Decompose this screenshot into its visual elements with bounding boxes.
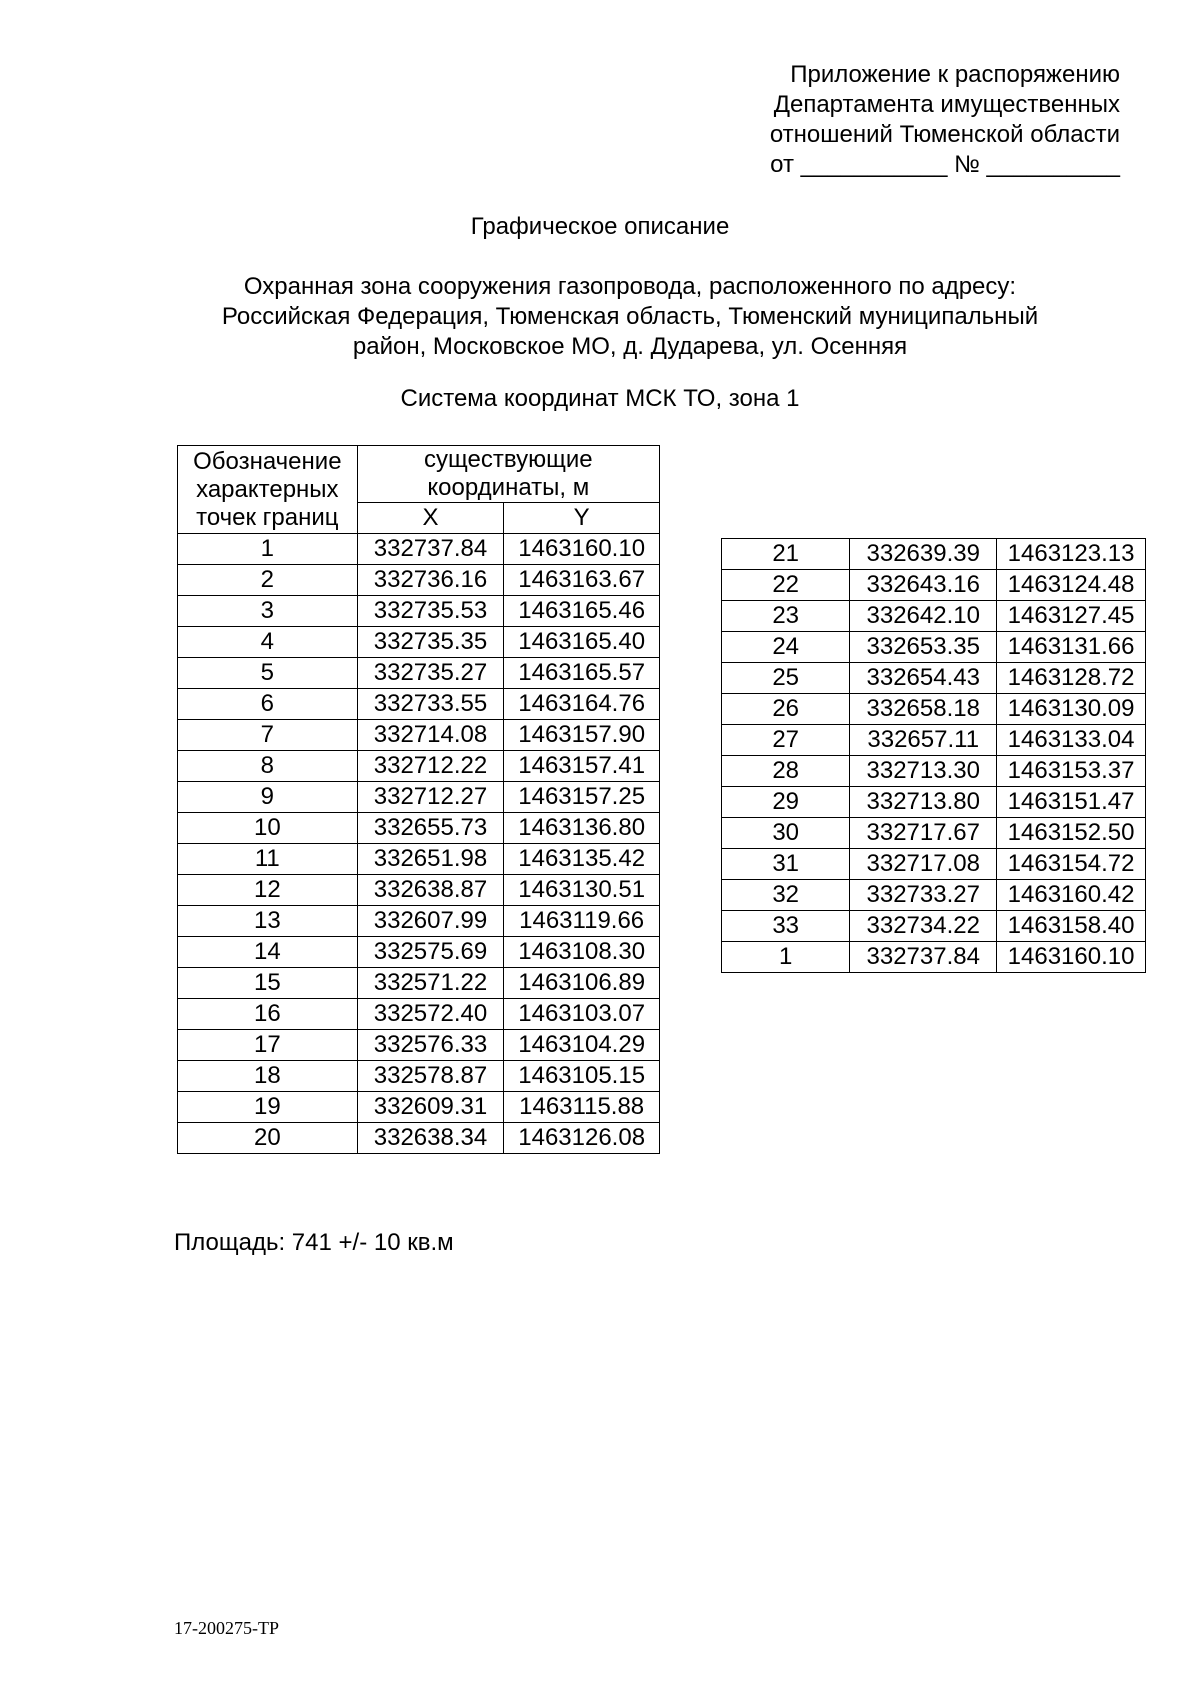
y-coordinate-cell: 1463165.46 <box>504 596 660 627</box>
point-number-cell: 18 <box>178 1061 358 1092</box>
point-number-cell: 10 <box>178 813 358 844</box>
x-coordinate-cell: 332737.84 <box>357 534 504 565</box>
y-coordinate-cell: 1463151.47 <box>997 787 1146 818</box>
x-coordinate-cell: 332642.10 <box>850 601 997 632</box>
y-coordinate-cell: 1463119.66 <box>504 906 660 937</box>
header-points-line-2: характерных <box>196 475 339 503</box>
x-coordinate-cell: 332735.35 <box>357 627 504 658</box>
table-row <box>722 880 1146 911</box>
table-row <box>178 813 660 844</box>
table-row <box>722 787 1146 818</box>
zone-line-3: район, Московское МО, д. Дударева, ул. Осенняя <box>352 333 908 360</box>
table-row <box>178 565 660 596</box>
y-coordinate-cell: 1463131.66 <box>997 632 1146 663</box>
x-coordinate-cell: 332714.08 <box>357 720 504 751</box>
coordinate-system: Система координат МСК ТО, зона 1 <box>400 385 800 412</box>
x-coordinate-cell: 332572.40 <box>357 999 504 1030</box>
table-row <box>722 539 1146 570</box>
x-coordinate-cell: 332713.80 <box>850 787 997 818</box>
x-coordinate-cell: 332638.34 <box>357 1123 504 1154</box>
y-coordinate-cell: 1463158.40 <box>997 911 1146 942</box>
y-coordinate-cell: 1463164.76 <box>504 689 660 720</box>
y-coordinate-cell: 1463157.25 <box>504 782 660 813</box>
table-row <box>178 937 660 968</box>
y-coordinate-cell: 1463124.48 <box>997 570 1146 601</box>
point-number-cell: 28 <box>722 756 850 787</box>
table-row <box>178 627 660 658</box>
x-coordinate-cell: 332655.73 <box>357 813 504 844</box>
x-coordinate-cell: 332737.84 <box>850 942 997 973</box>
y-coordinate-cell: 1463123.13 <box>997 539 1146 570</box>
y-coordinate-cell: 1463106.89 <box>504 968 660 999</box>
table-row <box>722 942 1146 973</box>
table-row <box>722 849 1146 880</box>
coordinates-table <box>177 445 660 1154</box>
table-row <box>722 756 1146 787</box>
y-coordinate-cell: 1463126.08 <box>504 1123 660 1154</box>
y-coordinate-cell: 1463163.67 <box>504 565 660 596</box>
x-coordinate-cell: 332657.11 <box>850 725 997 756</box>
coordinates-table-continued-body <box>722 539 1146 973</box>
y-coordinate-cell: 1463165.57 <box>504 658 660 689</box>
header-points-line-3: точек границ <box>196 503 339 531</box>
x-coordinate-cell: 332712.22 <box>357 751 504 782</box>
table-row <box>178 596 660 627</box>
x-coordinate-cell: 332575.69 <box>357 937 504 968</box>
point-number-cell: 6 <box>178 689 358 720</box>
table-row <box>178 1030 660 1061</box>
document-number: 17-200275-ТР <box>174 1618 279 1638</box>
x-coordinate-cell: 332717.67 <box>850 818 997 849</box>
header-points <box>178 446 358 534</box>
approval-header <box>770 60 1120 180</box>
y-coordinate-cell: 1463133.04 <box>997 725 1146 756</box>
point-number-cell: 30 <box>722 818 850 849</box>
table-row <box>178 906 660 937</box>
point-number-cell: 27 <box>722 725 850 756</box>
point-number-cell: 1 <box>178 534 358 565</box>
x-coordinate-cell: 332733.55 <box>357 689 504 720</box>
point-number-cell: 11 <box>178 844 358 875</box>
x-coordinate-cell: 332639.39 <box>850 539 997 570</box>
point-number-cell: 2 <box>178 565 358 596</box>
x-coordinate-cell: 332733.27 <box>850 880 997 911</box>
x-coordinate-cell: 332653.35 <box>850 632 997 663</box>
point-number-cell: 21 <box>722 539 850 570</box>
table-row <box>722 911 1146 942</box>
point-number-cell: 32 <box>722 880 850 911</box>
header-coordinates-line-1: существующие <box>424 446 593 473</box>
point-number-cell: 31 <box>722 849 850 880</box>
header-y: Y <box>504 503 660 534</box>
table-row <box>722 725 1146 756</box>
point-number-cell: 13 <box>178 906 358 937</box>
table-row <box>178 968 660 999</box>
point-number-cell: 1 <box>722 942 850 973</box>
y-coordinate-cell: 1463115.88 <box>504 1092 660 1123</box>
table-row <box>178 751 660 782</box>
point-number-cell: 20 <box>178 1123 358 1154</box>
x-coordinate-cell: 332736.16 <box>357 565 504 596</box>
point-number-cell: 3 <box>178 596 358 627</box>
y-coordinate-cell: 1463160.42 <box>997 880 1146 911</box>
point-number-cell: 22 <box>722 570 850 601</box>
point-number-cell: 16 <box>178 999 358 1030</box>
zone-line-2: Российская Федерация, Тюменская область, Тюменский муниципальный <box>221 303 1039 330</box>
table-row <box>178 1092 660 1123</box>
zone-line-1: Охранная зона сооружения газопровода, расположенного по адресу: <box>243 273 1017 300</box>
table-row <box>178 782 660 813</box>
y-coordinate-cell: 1463135.42 <box>504 844 660 875</box>
table-row <box>178 844 660 875</box>
table-row <box>178 720 660 751</box>
point-number-cell: 23 <box>722 601 850 632</box>
approval-line-2: Департамента имущественных <box>773 91 1120 118</box>
point-number-cell: 24 <box>722 632 850 663</box>
header-x: X <box>357 503 504 534</box>
x-coordinate-cell: 332578.87 <box>357 1061 504 1092</box>
point-number-cell: 12 <box>178 875 358 906</box>
zone-description <box>130 272 1130 362</box>
y-coordinate-cell: 1463160.10 <box>997 942 1146 973</box>
area-value: Площадь: 741 +/- 10 кв.м <box>174 1229 454 1256</box>
x-coordinate-cell: 332735.53 <box>357 596 504 627</box>
y-coordinate-cell: 1463152.50 <box>997 818 1146 849</box>
y-coordinate-cell: 1463104.29 <box>504 1030 660 1061</box>
y-coordinate-cell: 1463103.07 <box>504 999 660 1030</box>
x-coordinate-cell: 332735.27 <box>357 658 504 689</box>
point-number-cell: 9 <box>178 782 358 813</box>
x-coordinate-cell: 332734.22 <box>850 911 997 942</box>
x-coordinate-cell: 332658.18 <box>850 694 997 725</box>
table-row <box>722 663 1146 694</box>
coordinates-table-continued <box>721 538 1146 973</box>
x-coordinate-cell: 332571.22 <box>357 968 504 999</box>
y-coordinate-cell: 1463130.09 <box>997 694 1146 725</box>
y-coordinate-cell: 1463127.45 <box>997 601 1146 632</box>
point-number-cell: 19 <box>178 1092 358 1123</box>
table-row <box>722 694 1146 725</box>
table-row <box>722 632 1146 663</box>
y-coordinate-cell: 1463108.30 <box>504 937 660 968</box>
x-coordinate-cell: 332638.87 <box>357 875 504 906</box>
y-coordinate-cell: 1463128.72 <box>997 663 1146 694</box>
table-row <box>178 1123 660 1154</box>
x-coordinate-cell: 332713.30 <box>850 756 997 787</box>
document-title: Графическое описание <box>470 213 730 240</box>
x-coordinate-cell: 332643.16 <box>850 570 997 601</box>
y-coordinate-cell: 1463160.10 <box>504 534 660 565</box>
header-coordinates-line-2: координаты, м <box>427 474 590 501</box>
table-row <box>178 875 660 906</box>
x-coordinate-cell: 332607.99 <box>357 906 504 937</box>
coordinates-table-body <box>178 534 660 1154</box>
approval-line-3: отношений Тюменской области <box>769 121 1120 148</box>
table-row <box>178 689 660 720</box>
x-coordinate-cell: 332717.08 <box>850 849 997 880</box>
y-coordinate-cell: 1463130.51 <box>504 875 660 906</box>
point-number-cell: 25 <box>722 663 850 694</box>
point-number-cell: 33 <box>722 911 850 942</box>
point-number-cell: 29 <box>722 787 850 818</box>
x-coordinate-cell: 332651.98 <box>357 844 504 875</box>
x-coordinate-cell: 332609.31 <box>357 1092 504 1123</box>
y-coordinate-cell: 1463157.41 <box>504 751 660 782</box>
table-row <box>722 570 1146 601</box>
table-row <box>178 999 660 1030</box>
x-coordinate-cell: 332576.33 <box>357 1030 504 1061</box>
x-coordinate-cell: 332654.43 <box>850 663 997 694</box>
point-number-cell: 14 <box>178 937 358 968</box>
approval-line-1: Приложение к распоряжению <box>790 61 1120 88</box>
y-coordinate-cell: 1463136.80 <box>504 813 660 844</box>
table-row <box>178 534 660 565</box>
y-coordinate-cell: 1463153.37 <box>997 756 1146 787</box>
header-coordinates <box>357 446 659 503</box>
table-row <box>178 1061 660 1092</box>
y-coordinate-cell: 1463165.40 <box>504 627 660 658</box>
point-number-cell: 15 <box>178 968 358 999</box>
table-row <box>722 601 1146 632</box>
table-row <box>722 818 1146 849</box>
point-number-cell: 5 <box>178 658 358 689</box>
point-number-cell: 4 <box>178 627 358 658</box>
y-coordinate-cell: 1463154.72 <box>997 849 1146 880</box>
point-number-cell: 8 <box>178 751 358 782</box>
y-coordinate-cell: 1463105.15 <box>504 1061 660 1092</box>
table-row <box>178 658 660 689</box>
point-number-cell: 17 <box>178 1030 358 1061</box>
x-coordinate-cell: 332712.27 <box>357 782 504 813</box>
approval-date-number-line: от ___________ № __________ <box>770 151 1120 178</box>
point-number-cell: 7 <box>178 720 358 751</box>
y-coordinate-cell: 1463157.90 <box>504 720 660 751</box>
header-points-line-1: Обозначение <box>193 447 342 475</box>
point-number-cell: 26 <box>722 694 850 725</box>
